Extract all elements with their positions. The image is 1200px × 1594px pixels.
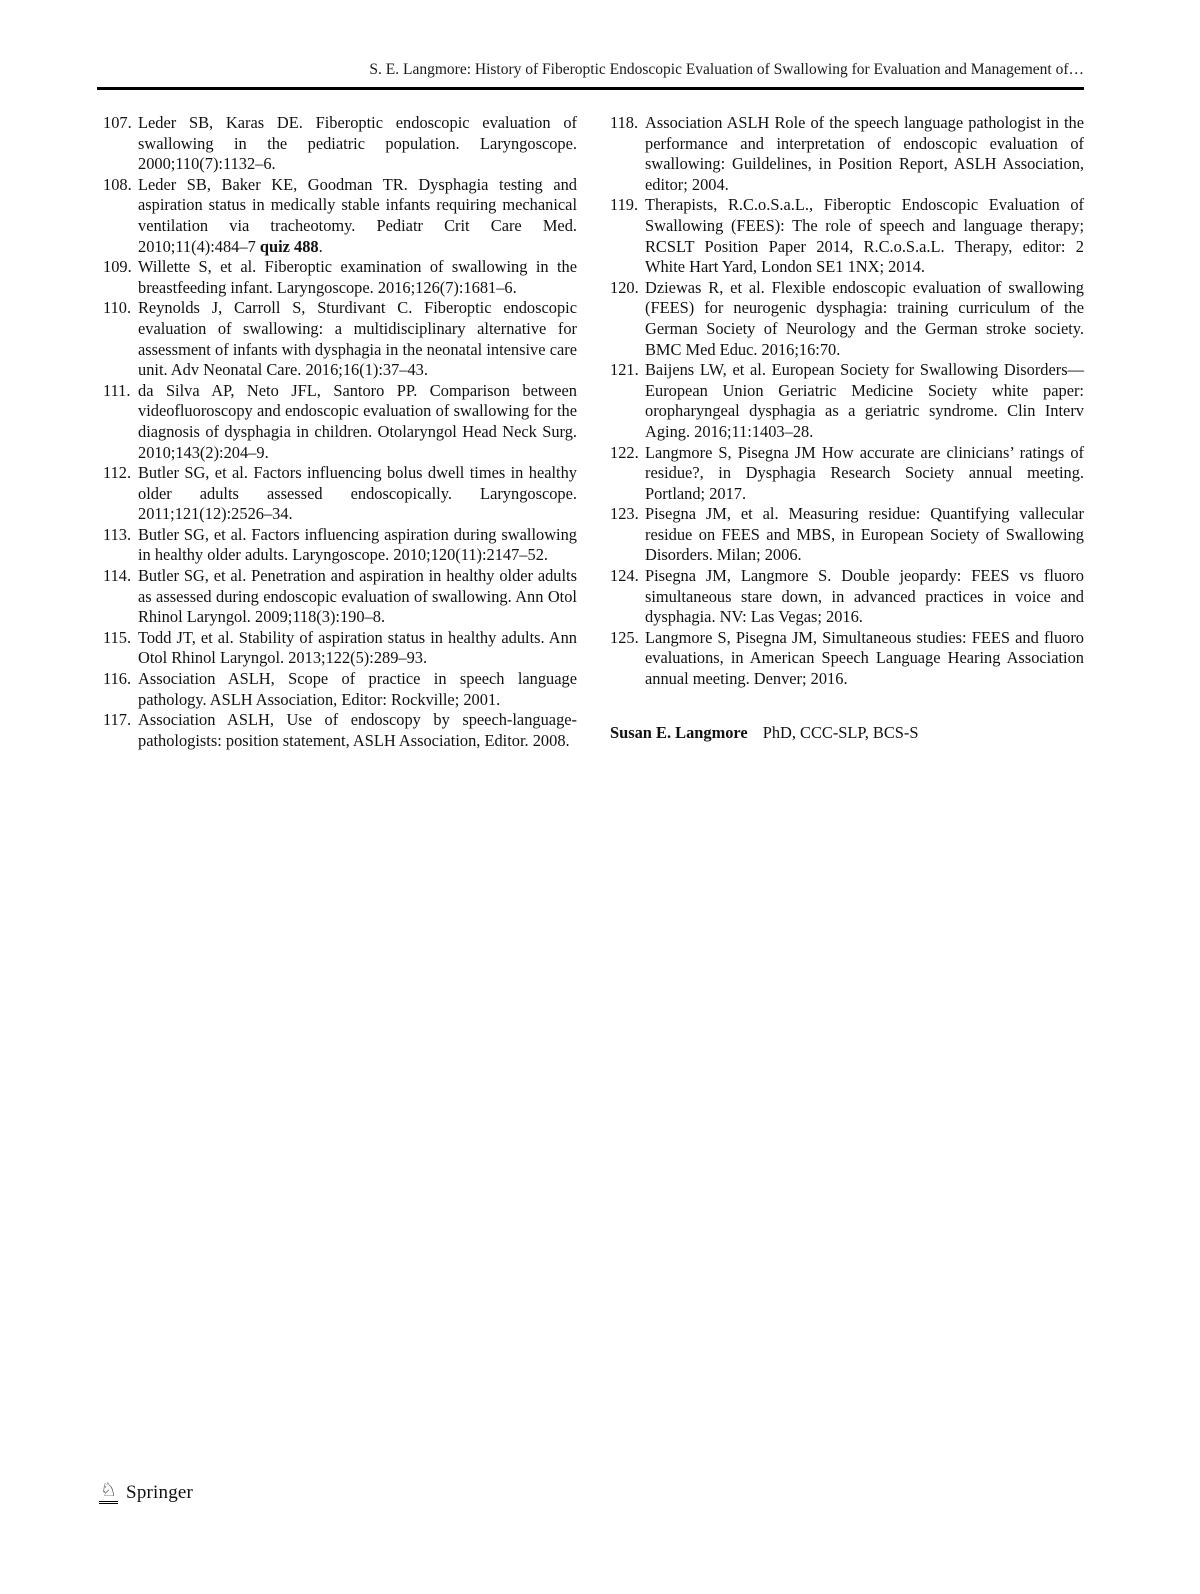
reference-text: Association ASLH, Use of endoscopy by speech-language-pathologists: position statement, ASLH Association, Editor. 2008.: [138, 710, 577, 750]
reference-text: Pisegna JM, Langmore S. Double jeopardy: FEES vs fluoro simultaneous stare down, in advanced practices in voice and dysphagia. NV: Las Vegas; 2016.: [645, 566, 1084, 627]
reference-item: [103, 566, 577, 628]
reference-number: 115.: [103, 627, 132, 647]
reference-item: [103, 525, 577, 566]
reference-text: Association ASLH Role of the speech language pathologist in the performance and interpretation of endoscopic evaluation of swallowing: Guildelines, in Position Report, ASLH Association, editor; 2004.: [645, 113, 1084, 194]
reference-number: 109.: [103, 257, 132, 277]
reference-item: [103, 298, 577, 380]
reference-item: [610, 195, 1084, 277]
references-list-left: [103, 113, 577, 751]
reference-item: [610, 443, 1084, 505]
reference-number: 117.: [103, 710, 132, 730]
reference-item: [610, 566, 1084, 628]
references-column-right: [610, 113, 1084, 751]
reference-number: 122.: [610, 442, 639, 462]
reference-number: 107.: [103, 113, 132, 132]
references-list-right: [610, 113, 1084, 690]
reference-text: Reynolds J, Carroll S, Sturdivant C. Fiberoptic endoscopic evaluation of swallowing: a multidisciplinary alternative for assessment of infants with dysphagia in the neonatal intensive care unit. Adv Neonatal Care. 2016;16(1):37–43.: [138, 298, 577, 380]
reference-item: [103, 628, 577, 669]
reference-text: Association ASLH, Scope of practice in speech language pathology. ASLH Association, Editor: Rockville; 2001.: [138, 669, 577, 709]
author-name: Susan E. Langmore: [610, 722, 748, 742]
reference-number: 118.: [610, 113, 639, 132]
reference-item: [103, 463, 577, 525]
reference-item: [103, 113, 577, 175]
author-signature: [610, 723, 1084, 744]
reference-number: 125.: [610, 627, 639, 647]
reference-text: Butler SG, et al. Factors influencing aspiration during swallowing in healthy older adults. Laryngoscope. 2010;120(11):2147–52.: [138, 524, 577, 565]
running-head: [97, 61, 1084, 79]
reference-number: 116.: [103, 669, 132, 689]
reference-number: 110.: [103, 298, 132, 318]
reference-number: 124.: [610, 566, 639, 586]
header-rule: [97, 87, 1084, 90]
reference-item: [103, 669, 577, 710]
reference-text: Therapists, R.C.o.S.a.L., Fiberoptic Endoscopic Evaluation of Swallowing (FEES): The role of speech and language therapy; RCSLT Position Paper 2014, R.C.o.S.a.L. Therapy, editor: 2 White Hart Yard, London SE1 1NX; 2014.: [645, 195, 1084, 277]
reference-text: Butler SG, et al. Factors influencing bolus dwell times in healthy older adults assessed endoscopically. Laryngoscope. 2011;121(12):2526–34.: [138, 463, 577, 524]
reference-item: [103, 381, 577, 463]
running-title: S. E. Langmore: History of Fiberoptic Endoscopic Evaluation of Swallowing for Evaluation and Management of…: [369, 61, 1084, 78]
reference-number: 119.: [610, 195, 639, 215]
reference-item: [610, 360, 1084, 442]
reference-text: da Silva AP, Neto JFL, Santoro PP. Comparison between videofluoroscopy and endoscopic evaluation of swallowing for the diagnosis of dysphagia in children. Otolaryngol Head Neck Surg. 2010;143(2):204–9.: [138, 380, 577, 462]
reference-item: [103, 710, 577, 751]
reference-text: Butler SG, et al. Penetration and aspiration in healthy older adults as assessed during endoscopic evaluation of swallowing. Ann Otol Rhinol Laryngol. 2009;118(3):190–8.: [138, 566, 577, 627]
reference-item: [103, 175, 577, 257]
reference-item: [610, 113, 1084, 195]
reference-number: 114.: [103, 566, 132, 586]
reference-number: 108.: [103, 174, 132, 194]
reference-text: Dziewas R, et al. Flexible endoscopic evaluation of swallowing (FEES) for neurogenic dysphagia: training curriculum of the German Society of Neurology and the German stroke society. BMC Med Educ. 2016;16:70.: [645, 277, 1084, 359]
reference-item: [103, 257, 577, 298]
reference-item: [610, 628, 1084, 690]
reference-text: Willette S, et al. Fiberoptic examination of swallowing in the breastfeeding infant. Laryngoscope. 2016;126(7):1681–6.: [138, 257, 577, 297]
publisher-name: Springer: [126, 1482, 194, 1503]
reference-number: 112.: [103, 463, 132, 483]
reference-text: Baijens LW, et al. European Society for Swallowing Disorders—European Union Geriatric Medicine Society white paper: oropharyngeal dysphagia as a geriatric syndrome. Clin Interv Aging. 2016;11:1403–28.: [645, 360, 1084, 441]
springer-knight-logo-icon: ♘: [99, 1481, 118, 1504]
reference-number: 121.: [610, 360, 639, 380]
reference-text: Todd JT, et al. Stability of aspiration status in healthy adults. Ann Otol Rhinol Laryngol. 2013;122(5):289–93.: [138, 627, 577, 668]
reference-text: Langmore S, Pisegna JM How accurate are clinicians’ ratings of residue?, in Dysphagia Research Society annual meeting. Portland; 2017.: [645, 442, 1084, 503]
references-column-left: [103, 113, 577, 751]
reference-number: 123.: [610, 504, 639, 524]
reference-number: 113.: [103, 524, 132, 544]
reference-text: Leder SB, Baker KE, Goodman TR. Dysphagia testing and aspiration status in medically stable infants requiring mechanical ventilation via tracheotomy. Pediatr Crit Care Med. 2010;11(4):484–7 quiz 488.: [138, 174, 577, 256]
reference-number: 120.: [610, 277, 639, 297]
reference-item: [610, 504, 1084, 566]
reference-text: Pisegna JM, et al. Measuring residue: Quantifying vallecular residue on FEES and MBS, in European Society of Swallowing Disorders. Milan; 2006.: [645, 504, 1084, 565]
author-credentials: PhD, CCC-SLP, BCS-S: [762, 722, 919, 742]
reference-item: [610, 278, 1084, 360]
footer: [99, 1481, 193, 1504]
reference-text: Leder SB, Karas DE. Fiberoptic endoscopic evaluation of swallowing in the pediatric population. Laryngoscope. 2000;110(7):1132–6.: [138, 113, 577, 174]
reference-number: 111.: [103, 380, 131, 400]
references-section: [103, 113, 1084, 751]
reference-text: Langmore S, Pisegna JM, Simultaneous studies: FEES and fluoro evaluations, in American Speech Language Hearing Association annual meeting. Denver; 2016.: [645, 627, 1084, 689]
